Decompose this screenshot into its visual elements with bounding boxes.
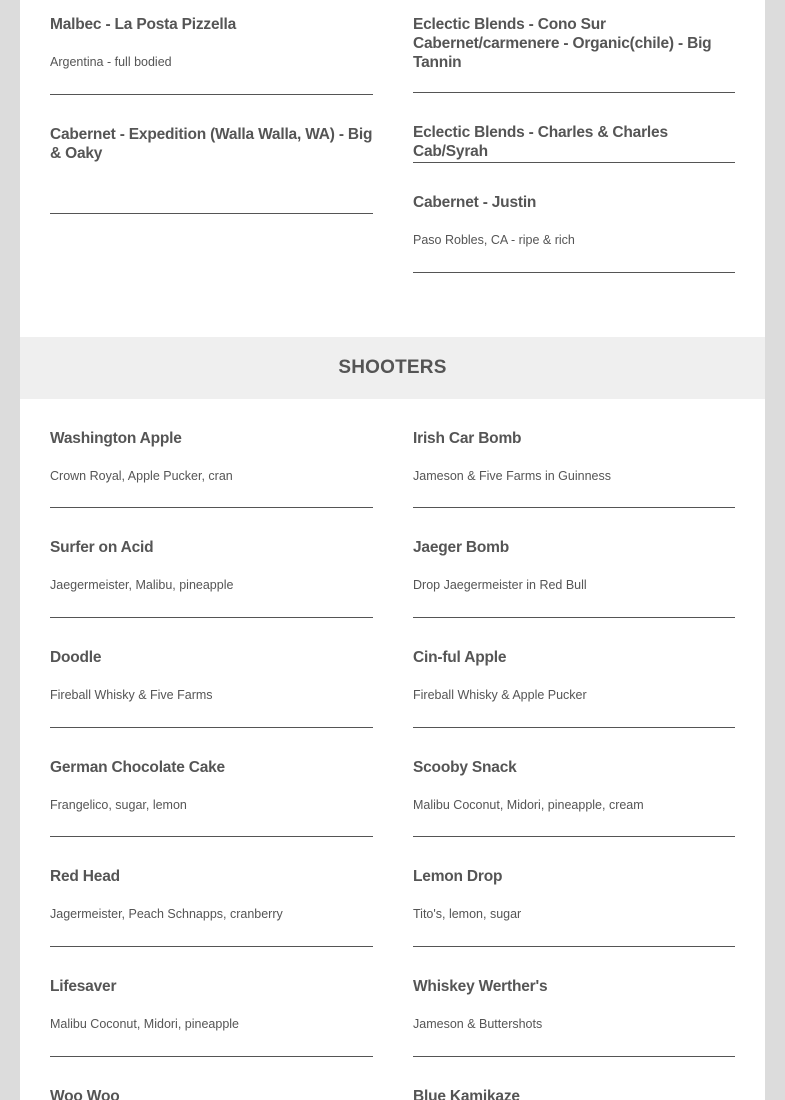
item-description: Malibu Coconut, Midori, pineapple bbox=[50, 1017, 239, 1031]
menu-item bbox=[50, 538, 373, 618]
menu-item bbox=[50, 758, 373, 837]
item-name: Lemon Drop bbox=[413, 868, 503, 885]
menu-item bbox=[413, 1087, 735, 1100]
item-name: Eclectic Blends - Cono Sur Cabernet/carmenere - Organic(chile) - Big Tannin bbox=[413, 16, 712, 71]
item-name: Irish Car Bomb bbox=[413, 430, 522, 447]
menu-item bbox=[413, 429, 735, 508]
menu-item bbox=[413, 193, 735, 273]
menu-item bbox=[50, 125, 373, 214]
item-name: Cabernet - Expedition (Walla Walla, WA) - Big & Oaky bbox=[50, 126, 373, 162]
item-name: Malbec - La Posta Pizzella bbox=[50, 16, 237, 33]
section-heading: SHOOTERS bbox=[338, 357, 447, 378]
item-description: Drop Jaegermeister in Red Bull bbox=[413, 578, 587, 592]
item-name: Red Head bbox=[50, 868, 120, 885]
menu-item bbox=[50, 429, 373, 508]
menu-item bbox=[50, 1087, 373, 1100]
menu-page bbox=[20, 0, 765, 1100]
item-description: Jagermeister, Peach Schnapps, cranberry bbox=[50, 907, 283, 921]
menu-item bbox=[50, 15, 373, 95]
menu-item bbox=[50, 648, 373, 728]
menu-item bbox=[50, 977, 373, 1057]
item-name: German Chocolate Cake bbox=[50, 759, 225, 776]
item-name: Doodle bbox=[50, 649, 102, 666]
wine-column-left bbox=[50, 15, 373, 214]
item-description: Fireball Whisky & Apple Pucker bbox=[413, 688, 587, 702]
menu-item bbox=[413, 648, 735, 728]
menu-item bbox=[413, 758, 735, 837]
item-name: Blue Kamikaze bbox=[413, 1088, 520, 1100]
item-description: Jameson & Buttershots bbox=[413, 1017, 543, 1031]
item-name: Jaeger Bomb bbox=[413, 539, 509, 556]
item-name: Lifesaver bbox=[50, 978, 117, 995]
item-name: Woo Woo bbox=[50, 1088, 120, 1100]
shooters-column-right bbox=[413, 429, 735, 1100]
item-description: Tito's, lemon, sugar bbox=[413, 907, 522, 921]
menu-item bbox=[413, 123, 735, 163]
item-description: Argentina - full bodied bbox=[50, 55, 172, 69]
item-description: Crown Royal, Apple Pucker, cran bbox=[50, 469, 233, 483]
menu-item bbox=[413, 867, 735, 947]
item-name: Surfer on Acid bbox=[50, 539, 154, 556]
item-name: Whiskey Werther's bbox=[413, 978, 548, 995]
shooters-column-left bbox=[50, 429, 373, 1100]
item-description: Jameson & Five Farms in Guinness bbox=[413, 469, 611, 483]
menu-item bbox=[413, 15, 735, 93]
item-description: Jaegermeister, Malibu, pineapple bbox=[50, 578, 234, 592]
item-description: Paso Robles, CA - ripe & rich bbox=[413, 233, 575, 247]
menu-item bbox=[413, 977, 735, 1057]
item-name: Eclectic Blends - Charles & Charles Cab/Syrah bbox=[413, 124, 668, 160]
item-name: Cabernet - Justin bbox=[413, 194, 537, 211]
item-description: Fireball Whisky & Five Farms bbox=[50, 688, 213, 702]
item-name: Washington Apple bbox=[50, 430, 182, 447]
menu-item bbox=[413, 538, 735, 618]
item-description: Frangelico, sugar, lemon bbox=[50, 798, 187, 812]
section-heading-banner bbox=[20, 337, 765, 399]
item-description: Malibu Coconut, Midori, pineapple, cream bbox=[413, 798, 644, 812]
item-name: Cin-ful Apple bbox=[413, 649, 507, 666]
item-name: Scooby Snack bbox=[413, 759, 517, 776]
wine-column-right bbox=[413, 15, 735, 273]
menu-item bbox=[50, 867, 373, 947]
